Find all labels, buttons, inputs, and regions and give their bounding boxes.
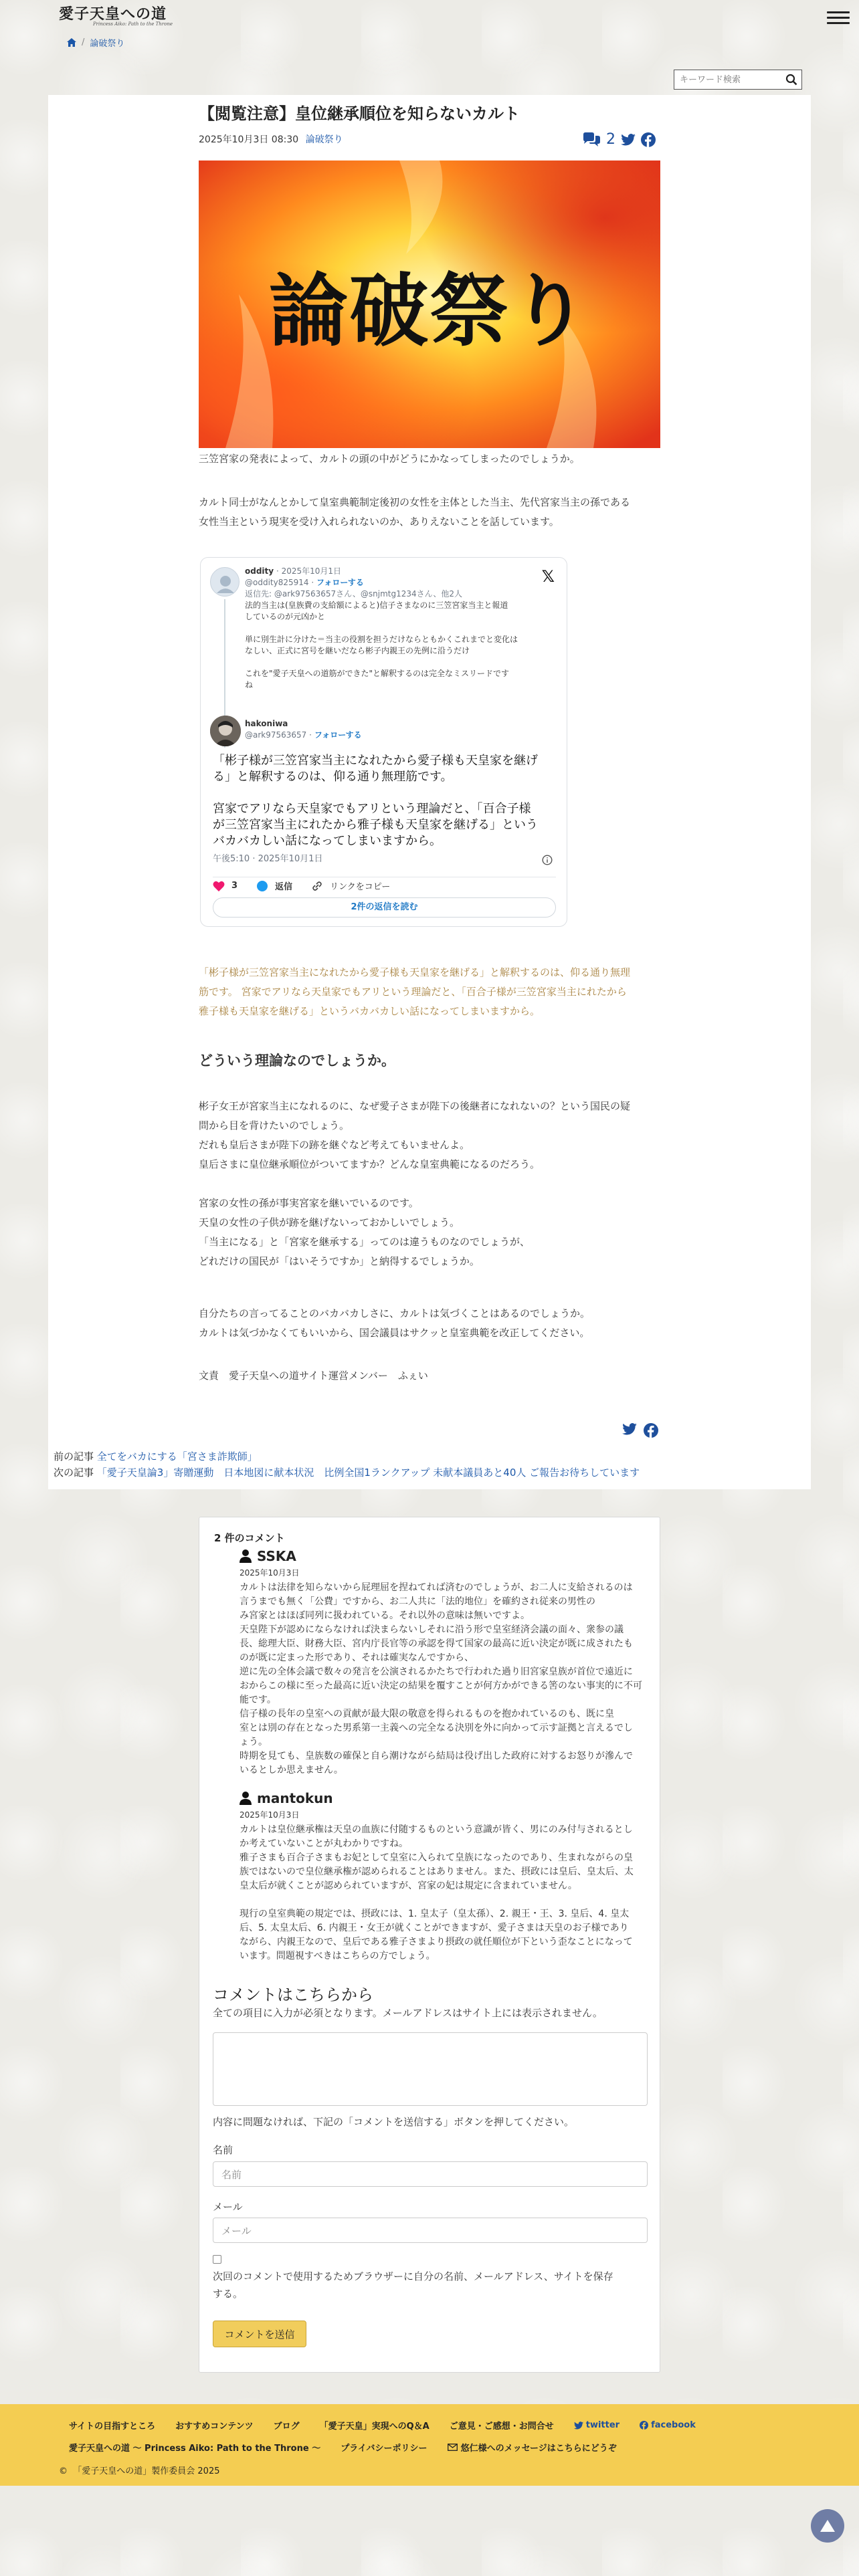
text-line: み宮家とはほぼ同列に扱われている。それ以外の意味は無いですよ。	[240, 1610, 530, 1621]
paragraph-line: 彬子女王が宮家当主になれるのに、なぜ愛子さまが陛下の後継者になれないの？という国民の疑	[199, 1100, 631, 1112]
quote-block	[199, 963, 660, 1021]
text-line: 室とは別の存在となった男系第一主義への完全なる決別を外に向かって示す証拠と言えるでし	[240, 1723, 633, 1733]
share-toolbar	[582, 131, 656, 148]
main-tweet-header	[245, 718, 539, 741]
quote-line: 雅子様も天皇家を継げる」というバカバカしい話になってしまいますから。	[199, 1005, 541, 1017]
embedded-tweet[interactable]	[200, 557, 567, 927]
save-info-line: 次回のコメントで使用するためブラウザーに自分の名前、メールアドレス、サイトを保存	[213, 2270, 613, 2282]
text-line: 皇太后が就くことが認められていますが、宮家の妃は規定に含まれていません。	[240, 1881, 577, 1891]
avatar-image	[210, 716, 241, 746]
footer-link[interactable]: プライバシーポリシー	[341, 2444, 427, 2454]
avatar-icon	[211, 568, 240, 597]
avatar[interactable]	[210, 567, 240, 597]
comment-author-name: SSKA	[257, 1548, 296, 1564]
facebook-icon[interactable]	[644, 1423, 658, 1438]
next-label: 次の記事	[54, 1467, 94, 1479]
quoted-reply-to: 返信先: @ark97563657さん、@snjmtg1234さん、他2人	[245, 589, 462, 599]
body-block-1	[199, 1097, 630, 1174]
footer-link[interactable]: ご意見・ご感想・お問合せ	[449, 2422, 554, 2432]
text-line: のが既に定まった形であり、それは確実なんですから、	[240, 1652, 474, 1663]
quoted-follow-button[interactable]: フォローする	[316, 578, 364, 587]
comment-body	[240, 1823, 648, 1963]
email-field[interactable]: メール	[213, 2218, 648, 2243]
footer-link[interactable]: サイトの目指すところ	[69, 2422, 156, 2432]
text-line: 単に別生計に分けた＝当主の役割を担うだけならともかくこれまでと変化は	[245, 635, 518, 644]
comments-section	[199, 1517, 660, 2373]
text-line: いるとしか思えません。	[240, 1765, 343, 1776]
comment-item	[240, 1548, 648, 1778]
breadcrumb	[67, 36, 124, 49]
hero-image	[199, 160, 660, 448]
comment-form-required-note: 全ての項目に入力が必須となります。メールアドレスはサイト上には表示されません。	[213, 2007, 603, 2019]
paragraph-line: 皇后さまに皇位継承順位がついてますか？どんな皇室典範になるのだろう。	[199, 1158, 541, 1170]
tweet-actions	[213, 879, 390, 892]
text-line: 時期を見ても、皇族数の確保と自ら潮けながら結局は役げ出した政府に対するお怒りが滲んで	[240, 1751, 633, 1761]
comment-form-title: コメントはこちらから	[213, 1985, 373, 2004]
text-line	[240, 1893, 648, 1907]
article-title: 【閲覧注意】皇位継承順位を知らないカルト	[199, 104, 520, 123]
quoted-handle[interactable]: @oddity825914	[245, 578, 309, 587]
text-line: が三笠宮家当主にれたから雅子様も天皇家を継げる」という	[213, 818, 538, 832]
comment-form-confirm-note: 内容に問題なければ、下記の「コメントを送信する」ボタンを押してください。	[213, 2116, 575, 2128]
main-tweet-body	[213, 753, 557, 849]
text-line: これを"愛子天皇への道筋ができた"と解釈するのは完全なミスリードです	[245, 669, 510, 678]
text-line: カルトは法律を知らないから屁理屈を捏ねてれば済むのでしょうが、お二人に支給されるのは	[240, 1582, 633, 1593]
breadcrumb-separator: /	[82, 37, 85, 47]
facebook-icon	[640, 2421, 648, 2430]
text-line: か考えていないことが丸わかりですね。	[240, 1838, 408, 1849]
save-info-label[interactable]	[213, 2268, 613, 2302]
reply-bubble-icon[interactable]	[256, 880, 268, 892]
quoted-author-name[interactable]: oddity	[245, 566, 274, 576]
quote-line: 筋です。 宮家でアリなら天皇家でもアリという理論だと、「百合子様が三笠宮家当主にれたから	[199, 986, 627, 998]
next-article-link[interactable]: 「愛子天皇論3」寄贈運動 日本地図に献本状況 比例全国1ランクアップ 未献本議員あと40人 ご報告お待ちしています	[96, 1467, 640, 1479]
save-info-checkbox[interactable]	[213, 2255, 221, 2264]
article-paragraph-2	[199, 493, 630, 532]
text-line: カルトは皇位継承権は天皇の血族に付随するものという意識が皆く、男にのみ付与されるとし	[240, 1824, 633, 1835]
search-input[interactable]	[674, 70, 781, 89]
text-line: 長、総理大臣、財務大臣、宮内庁長官等の承認を得て国家の最高に近い決定が既に成されたも	[240, 1638, 633, 1649]
text-line: ね	[245, 680, 254, 689]
text-line: 宮家でアリなら天皇家でもアリという理論だと、「百合子様	[213, 802, 531, 816]
footer-links-row-2	[69, 2441, 617, 2454]
prev-article-link[interactable]: 全てをバカにする「宮さま詐欺師」	[96, 1451, 258, 1463]
footer-link[interactable]: ブログ	[273, 2422, 300, 2432]
comment-count[interactable]: 2	[606, 131, 615, 148]
footer-link[interactable]: 愛子天皇への道 〜 Princess Aiko: Path to the Throne 〜	[69, 2444, 321, 2454]
text-line	[245, 623, 539, 634]
info-icon[interactable]	[542, 855, 553, 865]
hamburger-menu-button[interactable]	[827, 8, 850, 28]
article-meta	[199, 132, 343, 146]
article-category-link[interactable]: 論破祭り	[305, 134, 343, 145]
article-date: 2025年10月3日 08:30	[199, 134, 299, 145]
separator: ·	[309, 730, 312, 740]
facebook-icon[interactable]	[641, 132, 656, 147]
text-line: います。問題視すべきはこちらの方でしょう。	[240, 1951, 436, 1961]
text-line: 「彬子様が三笠宮家当主になれたから愛子様も天皇家を継げ	[213, 754, 538, 768]
save-info-line: する。	[213, 2288, 244, 2300]
quoted-tweet	[245, 566, 539, 691]
logo-sub-text: Princess Aiko: Path to the Throne	[92, 21, 173, 27]
site-footer	[0, 2404, 859, 2486]
paragraph-line: 問から目を背けたいのでしょう。	[199, 1119, 350, 1132]
comment-date: 2025年10月3日	[240, 1810, 300, 1820]
name-label: 名前	[213, 2144, 233, 2156]
message-link-label: 悠仁様へのメッセージはこちらにどうぞ	[460, 2444, 617, 2454]
paragraph-line: だれも皇后さまが陛下の跡を継ぐなど考えてもいませんよ。	[199, 1139, 470, 1151]
footer-link[interactable]: おすすめコンテンツ	[175, 2422, 254, 2432]
comments-heading: 2 件のコメント	[214, 1532, 285, 1544]
comment-textarea[interactable]	[213, 2032, 648, 2106]
separator: ·	[311, 578, 314, 587]
prev-label: 前の記事	[54, 1451, 94, 1463]
paragraph-line: 自分たちの言ってることのバカバカしさに、カルトは気づくことはあるのでしょうか。	[199, 1307, 591, 1319]
comment-body	[240, 1581, 648, 1778]
main-follow-button[interactable]: フォローする	[314, 730, 362, 740]
main-handle[interactable]: @ark97563657	[245, 730, 307, 740]
logo-main-text: 愛子天皇への道	[59, 5, 167, 23]
search-button[interactable]	[781, 70, 801, 89]
comment-item	[240, 1790, 648, 1963]
reply-action-label[interactable]: 返信	[275, 882, 293, 892]
twitter-icon[interactable]	[622, 1423, 637, 1435]
quoted-date[interactable]: 2025年10月1日	[281, 566, 342, 576]
text-line: る」と解釈するのは、仰る通り無理筋です。	[213, 770, 453, 784]
section-heading: どういう理論なのでしょうか。	[199, 1053, 395, 1069]
text-line: バカバカしい話になってしまいますから。	[213, 834, 442, 848]
article-paragraph-1: 三笠宮家の発表によって、カルトの頭の中がどうにかなってしまったのでしょうか。	[199, 453, 580, 465]
bottom-share-toolbar	[622, 1423, 658, 1438]
quote-line: 「彬子様が三笠宮家当主になれたから愛子様も天皇家を継げる」と解釈するのは、仰る通り無理	[199, 966, 631, 978]
paragraph-line: 女性当主という現実を受け入れられないのか、ありえないことを話しています。	[199, 516, 559, 528]
quoted-tweet-body	[245, 600, 539, 691]
user-icon	[240, 1792, 252, 1805]
avatar[interactable]	[210, 716, 241, 746]
name-field[interactable]: 名前	[213, 2161, 648, 2187]
body-block-2	[199, 1194, 530, 1271]
text-line: 族ではないので皇位継承権が認められることはありません。また、摂政には皇后、皇太后、太	[240, 1866, 634, 1877]
text-line: なしい、正式に宮号を継いだなら彬子内親王の先例に沿うだけ	[245, 646, 470, 655]
text-line	[213, 785, 557, 801]
footer-facebook-link[interactable]	[640, 2420, 696, 2430]
author-credit: 文責 愛子天皇への道サイト運営メンバー ふぇい	[199, 1370, 428, 1382]
text-line: しているのが元凶かと	[245, 612, 326, 621]
comment-author	[240, 1790, 648, 1806]
hero-title-text: 論破祭り	[268, 264, 590, 357]
separator: ·	[276, 566, 279, 576]
back-to-top-button[interactable]	[811, 2509, 844, 2543]
text-line: 后、5. 太皇太后、6. 内親王・女王が就くことができますが、愛子さまは天皇のお子様であり	[240, 1923, 629, 1933]
paragraph-line: どれだけの国民が「はいそうですか」と納得するでしょうか。	[199, 1255, 480, 1267]
mail-icon	[448, 2444, 458, 2451]
text-line: 逆に先の全体会議で数々の発言を公演されるかたちで行われた過り旧宮家皇族が首位で遠近に	[240, 1667, 633, 1677]
submit-comment-button[interactable]: コメントを送信	[213, 2321, 306, 2347]
arrow-up-icon	[820, 2520, 835, 2532]
twitter-label: twitter	[585, 2420, 620, 2430]
copyright: © 「愛子天皇への道」製作委員会 2025	[59, 2466, 220, 2476]
facebook-label: facebook	[651, 2420, 696, 2430]
text-line: 現行の皇室典範の規定では、摂政には、1. 皇太子（皇太孫）、2. 親王・王、3. 皇后、4. 皇太	[240, 1909, 630, 1919]
footer-links-row-1	[69, 2419, 696, 2432]
comment-author-name: mantokun	[257, 1790, 333, 1806]
breadcrumb-category-link[interactable]: 論破祭り	[90, 39, 125, 49]
site-logo[interactable]	[59, 5, 173, 32]
text-line: 天皇陛下が認めにならなければ決まらないしそれに沿う形で皇室経済会議の面々、衆参の議	[240, 1624, 624, 1635]
text-line: 法的当主は(皇族費の支給額によると)信子さまなのに三笠宮家当主と報道	[245, 601, 508, 610]
paragraph-line: カルトは気づかなくてもいいから、国会議員はサクッと皇室典範を改正してください。	[199, 1327, 590, 1339]
tweet-timestamp[interactable]: 午後5:10 · 2025年10月1日	[213, 854, 323, 864]
text-line: おからこの様に至った最高に近い決定の結果を覆すことが何方かができる筈のない事実的に不可能です。	[240, 1681, 642, 1705]
read-replies-button[interactable]: 2件の返信を読む	[213, 897, 556, 918]
search-box	[674, 70, 802, 90]
user-icon	[240, 1549, 252, 1563]
post-navigation	[54, 1448, 640, 1481]
text-line: ながら、内親王なので、皇后である雅子さまより摂政の就任順位が下という歪なことになって	[240, 1937, 633, 1947]
main-author-name[interactable]: hakoniwa	[245, 719, 288, 728]
x-logo-icon[interactable]: 𝕏	[541, 567, 555, 586]
comment-date: 2025年10月3日	[240, 1568, 300, 1578]
home-icon[interactable]	[67, 38, 76, 47]
text-line: 言うまでも無く「公費」ですから、お二人共に「法的地位」を確約され従来の男性の	[240, 1596, 595, 1607]
paragraph-line: カルト同士がなんとかして皇室典範制定後初の女性を主体とした当主、先代宮家当主の孫である	[199, 496, 631, 508]
heart-icon[interactable]	[213, 881, 225, 891]
text-line: 雅子さまも百合子さまもお妃として皇室に入られて皇族になったのであり、生まれながらの皇	[240, 1852, 633, 1863]
body-block-3	[199, 1304, 590, 1343]
email-label: メール	[213, 2201, 243, 2213]
like-count[interactable]: 3	[231, 881, 238, 891]
twitter-icon[interactable]	[621, 134, 636, 146]
paragraph-line: 宮家の女性の孫が事実宮家を継いでいるのです。	[199, 1197, 419, 1209]
footer-twitter-link[interactable]	[574, 2420, 619, 2430]
link-icon[interactable]	[311, 880, 323, 892]
twitter-icon	[574, 2422, 583, 2430]
text-line: ょう。	[240, 1737, 268, 1747]
comments-icon[interactable]	[582, 132, 601, 147]
footer-link[interactable]: 「愛子天皇」実現へのQ＆A	[319, 2422, 430, 2432]
footer-message-link[interactable]	[448, 2441, 617, 2454]
comment-author	[240, 1548, 648, 1564]
search-icon	[785, 74, 797, 86]
copy-link-label[interactable]: リンクをコピー	[330, 882, 391, 892]
text-line	[245, 657, 539, 668]
paragraph-line: 「当主になる」と「宮家を継承する」ってのは違うものなのでしょうが、	[199, 1236, 531, 1248]
text-line: 信子様の長年の皇室への貢献が最大限の敬意を得られるものを抱かれているのも、既に皇	[240, 1709, 614, 1719]
paragraph-line: 天皇の女性の子供が跡を継げないっておかしいでしょう。	[199, 1216, 460, 1228]
